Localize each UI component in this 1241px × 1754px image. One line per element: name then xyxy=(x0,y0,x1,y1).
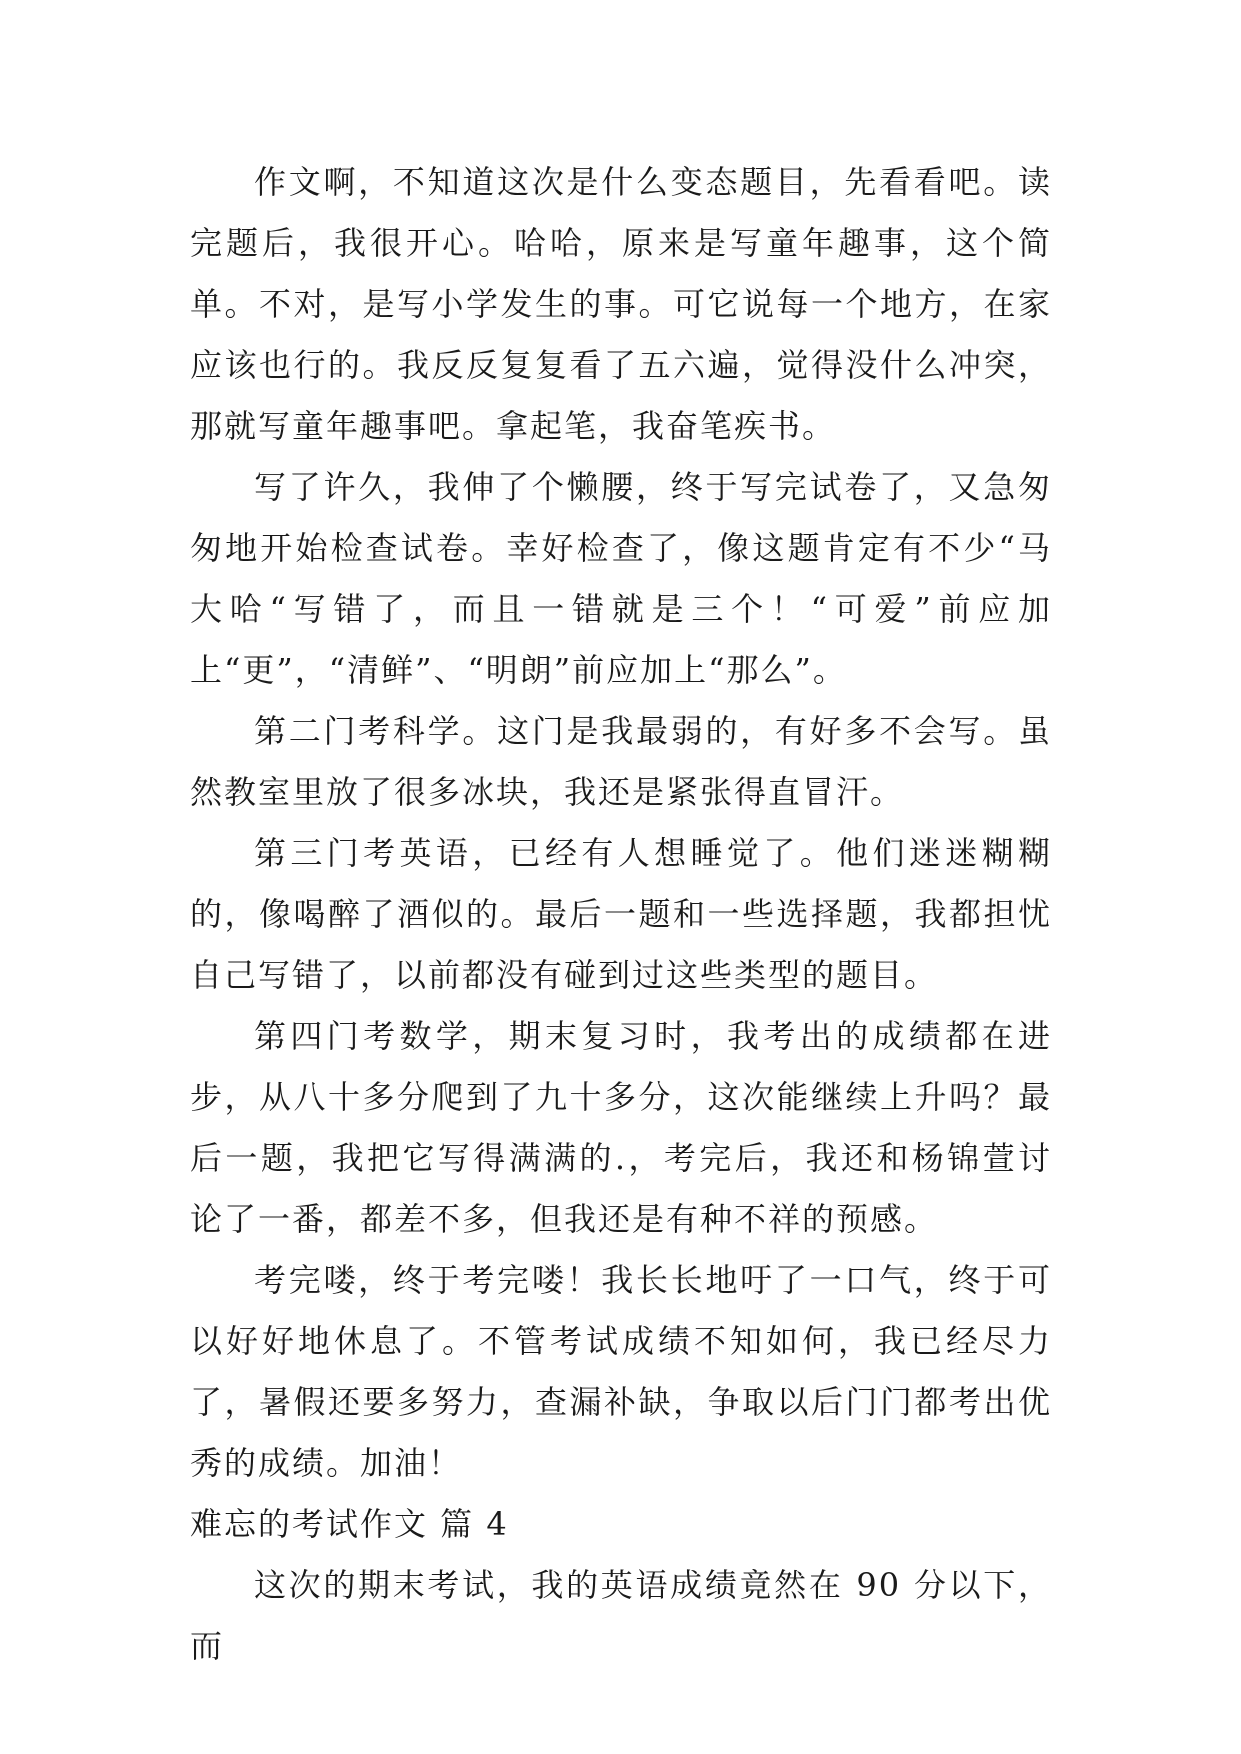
section-heading: 难忘的考试作文 篇 4 xyxy=(190,1505,509,1543)
paragraph-4: 第三门考英语，已经有人想睡觉了。他们迷迷糊糊的，像喝醉了酒似的。最后一题和一些选择题，我都担忧自己写错了，以前都没有碰到过这些类型的题目。 xyxy=(190,834,1052,994)
paragraph-1: 作文啊，不知道这次是什么变态题目，先看看吧。读完题后，我很开心。哈哈，原来是写童年趣事，这个简单。不对，是写小学发生的事。可它说每一个地方，在家应该也行的。我反反复复看了五六遍，觉得没什么冲突，那就写童年趣事吧。拿起笔，我奋笔疾书。 xyxy=(190,163,1052,445)
paragraph-6: 考完喽，终于考完喽！我长长地吁了一口气，终于可以好好地休息了。不管考试成绩不知如何，我已经尽力了，暑假还要多努力，查漏补缺，争取以后门门都考出优秀的成绩。加油！ xyxy=(190,1261,1052,1482)
document-body xyxy=(190,152,1052,1677)
paragraph-3: 第二门考科学。这门是我最弱的，有好多不会写。虽然教室里放了很多冰块，我还是紧张得直冒汗。 xyxy=(190,712,1052,811)
paragraph-7: 这次的期末考试，我的英语成绩竟然在 90 分以下，而 xyxy=(190,1566,1052,1665)
paragraph-5: 第四门考数学，期末复习时，我考出的成绩都在进步，从八十多分爬到了九十多分，这次能继续上升吗？最后一题，我把它写得满满的.，考完后，我还和杨锦萱讨论了一番，都差不多，但我还是有种不祥的预感。 xyxy=(190,1017,1052,1238)
paragraph-2: 写了许久，我伸了个懒腰，终于写完试卷了，又急匆匆地开始检查试卷。幸好检查了，像这题肯定有不少“马大哈“写错了，而且一错就是三个！“可爱”前应加上“更”，“清鲜”、“明朗”前应加上“那么”。 xyxy=(190,468,1052,689)
